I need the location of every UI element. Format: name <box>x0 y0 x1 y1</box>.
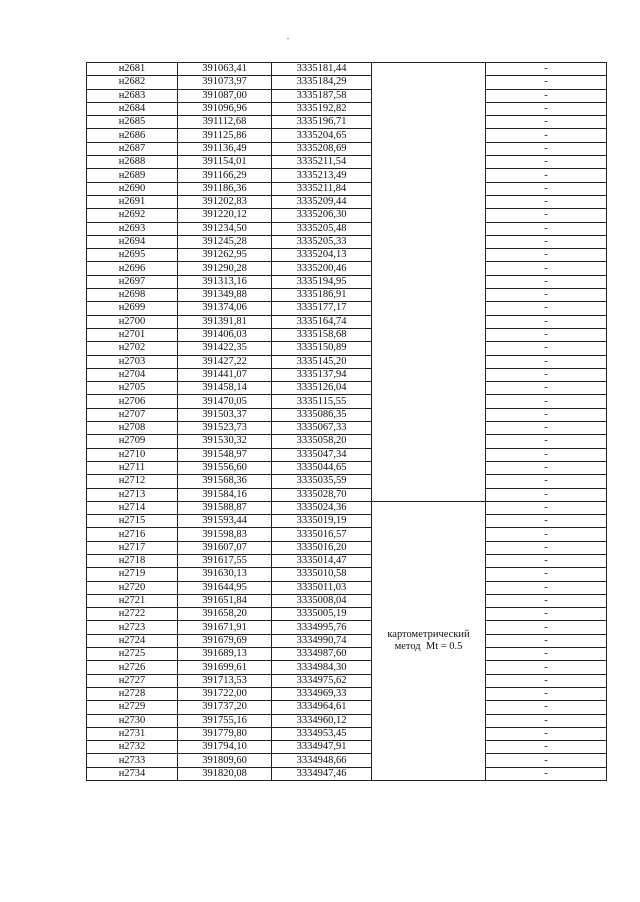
description-cell: - <box>486 767 607 780</box>
description-cell: - <box>486 182 607 195</box>
point-name-cell: н2702 <box>87 342 178 355</box>
y-coordinate-cell: 3335115,55 <box>272 395 372 408</box>
description-cell: - <box>486 102 607 115</box>
table-row <box>87 754 607 767</box>
point-name-cell: н2733 <box>87 754 178 767</box>
point-name-cell: н2690 <box>87 182 178 195</box>
point-name-cell: н2716 <box>87 528 178 541</box>
point-name-cell: н2729 <box>87 701 178 714</box>
point-name-cell: н2724 <box>87 634 178 647</box>
description-cell: - <box>486 76 607 89</box>
description-cell: - <box>486 142 607 155</box>
description-cell: - <box>486 727 607 740</box>
description-cell: - <box>486 541 607 554</box>
x-coordinate-cell: 391073,97 <box>178 76 272 89</box>
y-coordinate-cell: 3334947,46 <box>272 767 372 780</box>
x-coordinate-cell: 391658,20 <box>178 608 272 621</box>
table-row <box>87 568 607 581</box>
x-coordinate-cell: 391220,12 <box>178 209 272 222</box>
description-cell: - <box>486 674 607 687</box>
description-cell: - <box>486 594 607 607</box>
description-cell: - <box>486 475 607 488</box>
table-row <box>87 289 607 302</box>
y-coordinate-cell: 3334990,74 <box>272 634 372 647</box>
point-name-cell: н2697 <box>87 275 178 288</box>
description-cell: - <box>486 209 607 222</box>
point-name-cell: н2714 <box>87 501 178 514</box>
y-coordinate-cell: 3334995,76 <box>272 621 372 634</box>
point-name-cell: н2709 <box>87 435 178 448</box>
x-coordinate-cell: 391349,88 <box>178 289 272 302</box>
description-cell: - <box>486 116 607 129</box>
table-row <box>87 554 607 567</box>
y-coordinate-cell: 3335204,65 <box>272 129 372 142</box>
description-cell: - <box>486 275 607 288</box>
description-cell: - <box>486 315 607 328</box>
y-coordinate-cell: 3334984,30 <box>272 661 372 674</box>
description-cell: - <box>486 448 607 461</box>
description-cell: - <box>486 741 607 754</box>
description-cell: - <box>486 395 607 408</box>
point-name-cell: н2715 <box>87 515 178 528</box>
description-cell: - <box>486 422 607 435</box>
description-cell: - <box>486 368 607 381</box>
table-row <box>87 142 607 155</box>
description-cell: - <box>486 129 607 142</box>
x-coordinate-cell: 391166,29 <box>178 169 272 182</box>
y-coordinate-cell: 3335192,82 <box>272 102 372 115</box>
method-line-1: картометрический <box>387 628 470 640</box>
x-coordinate-cell: 391598,83 <box>178 528 272 541</box>
description-cell: - <box>486 235 607 248</box>
x-coordinate-cell: 391548,97 <box>178 448 272 461</box>
table-row <box>87 701 607 714</box>
x-coordinate-cell: 391809,60 <box>178 754 272 767</box>
x-coordinate-cell: 391290,28 <box>178 262 272 275</box>
table-row <box>87 156 607 169</box>
y-coordinate-cell: 3335016,57 <box>272 528 372 541</box>
x-coordinate-cell: 391794,10 <box>178 741 272 754</box>
table-row <box>87 461 607 474</box>
x-coordinate-cell: 391820,08 <box>178 767 272 780</box>
x-coordinate-cell: 391737,20 <box>178 701 272 714</box>
y-coordinate-cell: 3334964,61 <box>272 701 372 714</box>
point-name-cell: н2686 <box>87 129 178 142</box>
x-coordinate-cell: 391374,06 <box>178 302 272 315</box>
description-cell: - <box>486 581 607 594</box>
x-coordinate-cell: 391063,41 <box>178 63 272 76</box>
description-cell: - <box>486 528 607 541</box>
point-name-cell: н2703 <box>87 355 178 368</box>
description-cell: - <box>486 648 607 661</box>
point-name-cell: н2710 <box>87 448 178 461</box>
table-row <box>87 89 607 102</box>
x-coordinate-cell: 391644,95 <box>178 581 272 594</box>
table-row <box>87 528 607 541</box>
x-coordinate-cell: 391689,13 <box>178 648 272 661</box>
y-coordinate-cell: 3335194,95 <box>272 275 372 288</box>
description-cell: - <box>486 501 607 514</box>
x-coordinate-cell: 391422,35 <box>178 342 272 355</box>
point-name-cell: н2694 <box>87 235 178 248</box>
x-coordinate-cell: 391584,16 <box>178 488 272 501</box>
x-coordinate-cell: 391112,68 <box>178 116 272 129</box>
description-cell: - <box>486 714 607 727</box>
table-row <box>87 648 607 661</box>
y-coordinate-cell: 3335044,65 <box>272 461 372 474</box>
y-coordinate-cell: 3335206,30 <box>272 209 372 222</box>
x-coordinate-cell: 391503,37 <box>178 408 272 421</box>
table-row <box>87 222 607 235</box>
table-row <box>87 475 607 488</box>
x-coordinate-cell: 391470,05 <box>178 395 272 408</box>
point-name-cell: н2713 <box>87 488 178 501</box>
description-cell: - <box>486 262 607 275</box>
y-coordinate-cell: 3335150,89 <box>272 342 372 355</box>
description-cell: - <box>486 222 607 235</box>
point-name-cell: н2711 <box>87 461 178 474</box>
x-coordinate-cell: 391186,36 <box>178 182 272 195</box>
description-cell: - <box>486 634 607 647</box>
table-row <box>87 435 607 448</box>
x-coordinate-cell: 391406,03 <box>178 328 272 341</box>
table-row <box>87 408 607 421</box>
table-row <box>87 102 607 115</box>
x-coordinate-cell: 391096,96 <box>178 102 272 115</box>
point-name-cell: н2719 <box>87 568 178 581</box>
x-coordinate-cell: 391722,00 <box>178 687 272 700</box>
x-coordinate-cell: 391651,84 <box>178 594 272 607</box>
point-name-cell: н2682 <box>87 76 178 89</box>
table-row <box>87 315 607 328</box>
table-row <box>87 368 607 381</box>
description-cell: - <box>486 169 607 182</box>
point-name-cell: н2701 <box>87 328 178 341</box>
point-name-cell: н2683 <box>87 89 178 102</box>
y-coordinate-cell: 3334953,45 <box>272 727 372 740</box>
table-row <box>87 355 607 368</box>
y-coordinate-cell: 3335211,84 <box>272 182 372 195</box>
description-cell: - <box>486 302 607 315</box>
x-coordinate-cell: 391234,50 <box>178 222 272 235</box>
table-row <box>87 488 607 501</box>
x-coordinate-cell: 391630,13 <box>178 568 272 581</box>
point-name-cell: н2731 <box>87 727 178 740</box>
x-coordinate-cell: 391607,07 <box>178 541 272 554</box>
x-coordinate-cell: 391087,00 <box>178 89 272 102</box>
y-coordinate-cell: 3335204,13 <box>272 249 372 262</box>
table-row <box>87 594 607 607</box>
table-row <box>87 302 607 315</box>
y-coordinate-cell: 3335024,36 <box>272 501 372 514</box>
table-row <box>87 687 607 700</box>
table-row <box>87 674 607 687</box>
point-name-cell: н2730 <box>87 714 178 727</box>
y-coordinate-cell: 3335177,17 <box>272 302 372 315</box>
y-coordinate-cell: 3335067,33 <box>272 422 372 435</box>
point-name-cell: н2698 <box>87 289 178 302</box>
y-coordinate-cell: 3335047,34 <box>272 448 372 461</box>
table-row <box>87 382 607 395</box>
x-coordinate-cell: 391679,69 <box>178 634 272 647</box>
table-row <box>87 262 607 275</box>
point-name-cell: н2712 <box>87 475 178 488</box>
table-row <box>87 76 607 89</box>
description-cell: - <box>486 608 607 621</box>
y-coordinate-cell: 3335205,33 <box>272 235 372 248</box>
x-coordinate-cell: 391530,32 <box>178 435 272 448</box>
table-row <box>87 422 607 435</box>
point-name-cell: н2704 <box>87 368 178 381</box>
description-cell: - <box>486 701 607 714</box>
table-row <box>87 249 607 262</box>
y-coordinate-cell: 3335209,44 <box>272 195 372 208</box>
y-coordinate-cell: 3335010,58 <box>272 568 372 581</box>
coordinates-table-body <box>87 63 607 781</box>
point-name-cell: н2691 <box>87 195 178 208</box>
y-coordinate-cell: 3335181,44 <box>272 63 372 76</box>
point-name-cell: н2720 <box>87 581 178 594</box>
point-name-cell: н2681 <box>87 63 178 76</box>
description-cell: - <box>486 661 607 674</box>
point-name-cell: н2725 <box>87 648 178 661</box>
x-coordinate-cell: 391568,36 <box>178 475 272 488</box>
point-name-cell: н2727 <box>87 674 178 687</box>
table-row <box>87 741 607 754</box>
x-coordinate-cell: 391523,73 <box>178 422 272 435</box>
description-cell: - <box>486 515 607 528</box>
point-name-cell: н2685 <box>87 116 178 129</box>
table-row <box>87 501 607 514</box>
y-coordinate-cell: 3335200,46 <box>272 262 372 275</box>
point-name-cell: н2695 <box>87 249 178 262</box>
table-row <box>87 608 607 621</box>
y-coordinate-cell: 3335213,49 <box>272 169 372 182</box>
point-name-cell: н2708 <box>87 422 178 435</box>
x-coordinate-cell: 391125,86 <box>178 129 272 142</box>
point-name-cell: н2700 <box>87 315 178 328</box>
table-row <box>87 63 607 76</box>
x-coordinate-cell: 391755,16 <box>178 714 272 727</box>
y-coordinate-cell: 3335158,68 <box>272 328 372 341</box>
point-name-cell: н2732 <box>87 741 178 754</box>
point-name-cell: н2688 <box>87 156 178 169</box>
table-row <box>87 182 607 195</box>
x-coordinate-cell: 391671,91 <box>178 621 272 634</box>
y-coordinate-cell: 3335205,48 <box>272 222 372 235</box>
x-coordinate-cell: 391713,53 <box>178 674 272 687</box>
point-name-cell: н2699 <box>87 302 178 315</box>
y-coordinate-cell: 3335208,69 <box>272 142 372 155</box>
point-name-cell: н2684 <box>87 102 178 115</box>
x-coordinate-cell: 391441,07 <box>178 368 272 381</box>
description-cell: - <box>486 687 607 700</box>
y-coordinate-cell: 3335196,71 <box>272 116 372 129</box>
point-name-cell: н2689 <box>87 169 178 182</box>
x-coordinate-cell: 391699,61 <box>178 661 272 674</box>
point-name-cell: н2723 <box>87 621 178 634</box>
point-name-cell: н2707 <box>87 408 178 421</box>
table-row <box>87 275 607 288</box>
table-row <box>87 661 607 674</box>
y-coordinate-cell: 3335016,20 <box>272 541 372 554</box>
description-cell: - <box>486 328 607 341</box>
description-cell: - <box>486 195 607 208</box>
table-row <box>87 235 607 248</box>
table-row <box>87 395 607 408</box>
x-coordinate-cell: 391593,44 <box>178 515 272 528</box>
y-coordinate-cell: 3335137,94 <box>272 368 372 381</box>
table-row <box>87 541 607 554</box>
y-coordinate-cell: 3335164,74 <box>272 315 372 328</box>
description-cell: - <box>486 568 607 581</box>
y-coordinate-cell: 3335126,04 <box>272 382 372 395</box>
y-coordinate-cell: 3335058,20 <box>272 435 372 448</box>
method-cell-top <box>372 63 486 502</box>
description-cell: - <box>486 435 607 448</box>
description-cell: - <box>486 355 607 368</box>
description-cell: - <box>486 342 607 355</box>
table-row <box>87 195 607 208</box>
description-cell: - <box>486 63 607 76</box>
point-name-cell: н2693 <box>87 222 178 235</box>
x-coordinate-cell: 391154,01 <box>178 156 272 169</box>
description-cell: - <box>486 554 607 567</box>
table-row <box>87 129 607 142</box>
x-coordinate-cell: 391779,80 <box>178 727 272 740</box>
point-name-cell: н2687 <box>87 142 178 155</box>
y-coordinate-cell: 3335086,35 <box>272 408 372 421</box>
y-coordinate-cell: 3335145,20 <box>272 355 372 368</box>
point-name-cell: н2721 <box>87 594 178 607</box>
table-row <box>87 621 607 634</box>
point-name-cell: н2728 <box>87 687 178 700</box>
point-name-cell: н2717 <box>87 541 178 554</box>
point-name-cell: н2692 <box>87 209 178 222</box>
description-cell: - <box>486 89 607 102</box>
method-cell <box>372 501 486 780</box>
description-cell: - <box>486 289 607 302</box>
description-cell: - <box>486 249 607 262</box>
description-cell: - <box>486 156 607 169</box>
table-row <box>87 634 607 647</box>
point-name-cell: н2705 <box>87 382 178 395</box>
y-coordinate-cell: 3334948,66 <box>272 754 372 767</box>
table-row <box>87 767 607 780</box>
table-row <box>87 328 607 341</box>
description-cell: - <box>486 408 607 421</box>
point-name-cell: н2722 <box>87 608 178 621</box>
description-cell: - <box>486 461 607 474</box>
table-row <box>87 727 607 740</box>
table-row <box>87 581 607 594</box>
y-coordinate-cell: 3334947,91 <box>272 741 372 754</box>
x-coordinate-cell: 391391,81 <box>178 315 272 328</box>
description-cell: - <box>486 754 607 767</box>
y-coordinate-cell: 3335014,47 <box>272 554 372 567</box>
x-coordinate-cell: 391245,28 <box>178 235 272 248</box>
description-cell: - <box>486 488 607 501</box>
y-coordinate-cell: 3334960,12 <box>272 714 372 727</box>
method-line-2: метод Mt = 0.5 <box>394 640 463 652</box>
y-coordinate-cell: 3335187,58 <box>272 89 372 102</box>
point-name-cell: н2706 <box>87 395 178 408</box>
coordinates-table <box>86 62 607 781</box>
y-coordinate-cell: 3334987,60 <box>272 648 372 661</box>
point-name-cell: н2734 <box>87 767 178 780</box>
x-coordinate-cell: 391556,60 <box>178 461 272 474</box>
y-coordinate-cell: 3334975,62 <box>272 674 372 687</box>
y-coordinate-cell: 3335211,54 <box>272 156 372 169</box>
x-coordinate-cell: 391202,83 <box>178 195 272 208</box>
x-coordinate-cell: 391617,55 <box>178 554 272 567</box>
table-row <box>87 515 607 528</box>
x-coordinate-cell: 391313,16 <box>178 275 272 288</box>
scan-speck <box>287 38 289 39</box>
table-row <box>87 714 607 727</box>
description-cell: - <box>486 382 607 395</box>
table-row <box>87 169 607 182</box>
point-name-cell: н2696 <box>87 262 178 275</box>
table-row <box>87 448 607 461</box>
table-row <box>87 116 607 129</box>
y-coordinate-cell: 3335186,91 <box>272 289 372 302</box>
x-coordinate-cell: 391427,22 <box>178 355 272 368</box>
x-coordinate-cell: 391136,49 <box>178 142 272 155</box>
description-cell: - <box>486 621 607 634</box>
x-coordinate-cell: 391458,14 <box>178 382 272 395</box>
point-name-cell: н2718 <box>87 554 178 567</box>
y-coordinate-cell: 3335008,04 <box>272 594 372 607</box>
table-row <box>87 209 607 222</box>
y-coordinate-cell: 3335035,59 <box>272 475 372 488</box>
x-coordinate-cell: 391262,95 <box>178 249 272 262</box>
y-coordinate-cell: 3335011,03 <box>272 581 372 594</box>
y-coordinate-cell: 3335028,70 <box>272 488 372 501</box>
y-coordinate-cell: 3334969,33 <box>272 687 372 700</box>
table-row <box>87 342 607 355</box>
point-name-cell: н2726 <box>87 661 178 674</box>
x-coordinate-cell: 391588,87 <box>178 501 272 514</box>
y-coordinate-cell: 3335019,19 <box>272 515 372 528</box>
y-coordinate-cell: 3335005,19 <box>272 608 372 621</box>
y-coordinate-cell: 3335184,29 <box>272 76 372 89</box>
